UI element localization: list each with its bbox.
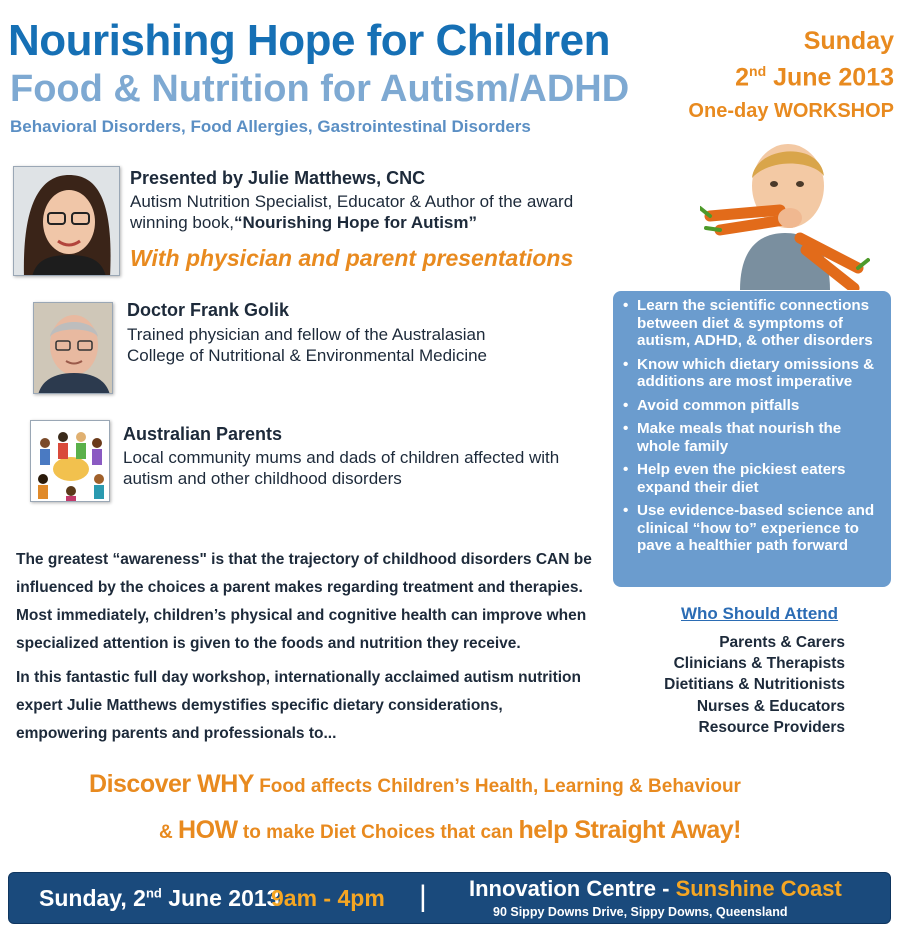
benefit-item: • Avoid common pitfalls: [623, 397, 883, 415]
benefit-item: • Use evidence-based science and clinical “how to” experience to pave a healthier path forward: [623, 502, 883, 555]
attendee-item: Nurses & Educators: [696, 697, 845, 715]
event-day: Sunday: [803, 27, 894, 55]
additional-presentations-note: With physician and parent presentations: [130, 245, 574, 271]
julie-name: Presented by Julie Matthews, CNC: [130, 168, 426, 188]
benefit-item: • Know which dietary omissions & additions are most imperative: [623, 356, 883, 391]
page-subtitle: Food & Nutrition for Autism/ADHD: [10, 68, 630, 110]
page-title: Nourishing Hope for Children: [8, 16, 610, 65]
attendee-item: Resource Providers: [698, 718, 845, 736]
frank-golik-photo: [33, 302, 113, 394]
parents-name: Australian Parents: [123, 424, 283, 444]
attendee-item: Dietitians & Nutritionists: [664, 676, 845, 694]
discover-how-line: & HOW to make Diet Choices that can help Straight Away!: [159, 816, 741, 844]
discover-why-line: Discover WHY Food affects Children’s Health, Learning & Behaviour: [89, 770, 741, 798]
benefits-panel: [613, 291, 891, 587]
topics-line: Behavioral Disorders, Food Allergies, Gastrointestinal Disorders: [10, 117, 531, 136]
frank-description: Trained physician and fellow of the Australasian College of Nutritional & Environmental Medicine: [127, 325, 488, 365]
footer-address: 90 Sippy Downs Drive, Sippy Downs, Queensland: [493, 905, 788, 919]
attendee-list: [664, 632, 845, 738]
event-type: One-day WORKSHOP: [688, 100, 894, 123]
parents-group-illustration: [30, 420, 110, 502]
julie-matthews-photo: [13, 166, 120, 276]
footer-bar: [8, 872, 891, 924]
event-date: 2nd June 2013: [735, 63, 894, 92]
who-should-attend-heading: Who Should Attend: [681, 604, 839, 623]
julie-description: Autism Nutrition Specialist, Educator & Author of the award winning book,“Nourishing Hope for Autism”: [130, 192, 574, 232]
footer-date: Sunday, 2nd June 2013: [39, 885, 280, 911]
benefit-item: • Make meals that nourish the whole family: [623, 420, 883, 455]
benefit-item: • Help even the pickiest eaters expand their diet: [623, 461, 883, 496]
frank-name: Doctor Frank Golik: [127, 300, 290, 320]
attendee-item: Parents & Carers: [719, 634, 845, 651]
workshop-paragraph: In this fantastic full day workshop, internationally acclaimed autism nutrition expert Julie Matthews demystifies specific dietary considerations, empowering parents and professionals to...: [16, 669, 581, 742]
benefit-item: • Learn the scientific connections between diet & symptoms of autism, ADHD, & other disorders: [623, 297, 883, 350]
footer-time: 9am - 4pm: [271, 885, 385, 911]
attendee-item: Clinicians & Therapists: [673, 655, 845, 673]
footer-separator: |: [419, 880, 427, 913]
parents-description: Local community mums and dads of children affected with autism and other childhood disorders: [123, 448, 560, 488]
event-date-block: [688, 26, 894, 123]
benefits-list: [623, 297, 883, 555]
intro-paragraph: The greatest “awareness" is that the trajectory of childhood disorders CAN be influenced by the choices a parent makes regarding treatment and therapies. Most immediately, children’s physical and cognitive health can improve when specialized attention is given to the foods and nutrition they receive.: [16, 551, 592, 652]
child-with-carrots-image: [700, 138, 870, 290]
footer-venue: Innovation Centre - Sunshine Coast: [469, 876, 842, 901]
